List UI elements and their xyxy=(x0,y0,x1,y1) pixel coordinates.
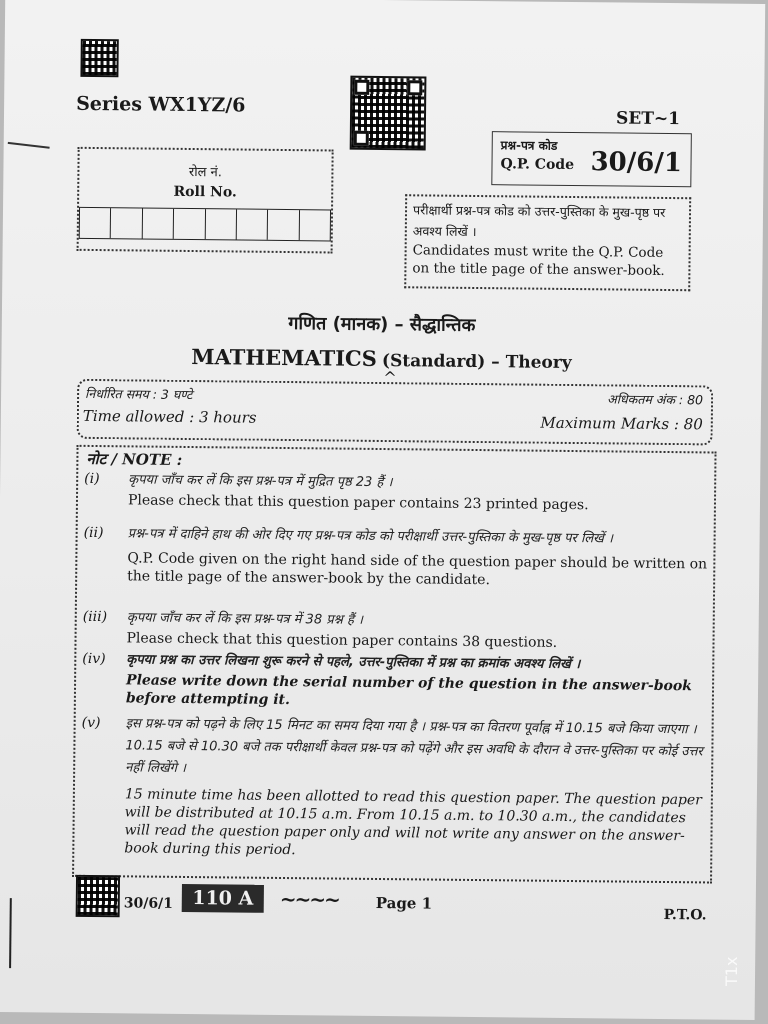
title-main xyxy=(1,342,761,375)
qp-instruction-english: Candidates must write the Q.P. Code on the title page of the answer-book. xyxy=(412,242,665,279)
note-num: (iii) xyxy=(82,608,108,626)
series-label: Series WX1YZ/6 xyxy=(76,92,246,117)
title-mathematics: MATHEMATICS xyxy=(191,344,378,371)
footer-squiggle: ~~~~ xyxy=(279,886,339,912)
note-hindi: कृपया जाँच कर लें कि इस प्रश्न-पत्र में मुद्रित पृष्ठ 23 हैं । xyxy=(128,472,393,491)
qp-code-box xyxy=(491,131,692,187)
note-item-5 xyxy=(81,713,705,863)
note-english: Q.P. Code given on the right hand side of the question paper should be written on the title page of the answer-book by the candidate. xyxy=(127,550,708,589)
roll-number-cells[interactable] xyxy=(79,207,331,242)
note-num: (i) xyxy=(84,470,100,488)
note-num: (iv) xyxy=(82,650,106,668)
note-item-2 xyxy=(83,523,708,591)
roll-number-box xyxy=(77,147,334,254)
footer-badge: 110 A xyxy=(182,884,264,913)
note-hindi: इस प्रश्न-पत्र को पढ़ने के लिए 15 मिनट का समय दिया गया है । प्रश्न-पत्र का वितरण पूर्वाह्न में 10.15 बजे किया जाएगा । 10.15 बजे से 10.30 बजे तक परीक्षार्थी केवल प्रश्न-पत्र को पढ़ेंगे और इस अवधि के दौरान वे उत्तर-पुस्तिका पर कोई उत्तर नहीं लिखेंगे । xyxy=(125,716,703,776)
note-hindi: प्रश्न-पत्र में दाहिने हाथ की ओर दिए गए प्रश्न-पत्र कोड को परीक्षार्थी उत्तर-पुस्तिका के मुख-पृष्ठ पर लिखें । xyxy=(127,526,613,547)
binding-line xyxy=(9,898,12,968)
footer-code: 30/6/1 xyxy=(123,895,174,912)
note-english: Please write down the serial number of the question in the answer-book before attempting it. xyxy=(125,672,692,709)
pto-label: P.T.O. xyxy=(663,906,707,924)
qp-code-label: Q.P. Code xyxy=(500,156,575,174)
note-heading: नोट / NOTE : xyxy=(86,449,183,469)
watermark: T1x xyxy=(722,956,741,986)
qp-code-value: 30/6/1 xyxy=(590,147,683,179)
footer-qr-code xyxy=(76,875,120,917)
qp-code-hindi: प्रश्न-पत्र कोड xyxy=(500,138,558,153)
note-english: Please check that this question paper contains 38 questions. xyxy=(126,630,558,651)
note-num: (v) xyxy=(81,714,101,732)
note-item-4 xyxy=(82,649,707,713)
time-marks-box xyxy=(77,379,714,446)
title-subtitle: (Standard) – Theory xyxy=(381,351,572,373)
time-allowed: Time allowed : 3 hours xyxy=(82,406,257,427)
roll-label-hindi: रोल नं. xyxy=(188,164,222,181)
note-num: (ii) xyxy=(83,524,104,542)
note-hindi: कृपया प्रश्न का उत्तर लिखना शुरू करने से पहले, उत्तर-पुस्तिका में प्रश्न का क्रमांक अवश्य लिखें । xyxy=(126,652,581,673)
note-english: 15 minute time has been allotted to read this question paper. The question paper will be distributed at 10.15 a.m. From 10.15 a.m. to 10.30 a.m., the candidates will read the question paper only and will not write any answer on the answer-book during this period. xyxy=(124,786,703,859)
pen-mark xyxy=(8,142,50,149)
note-item-1 xyxy=(84,469,708,515)
roll-label: Roll No. xyxy=(173,183,237,201)
time-hindi: निर्धारित समय : 3 घण्टे xyxy=(85,385,193,403)
set-label: SET~1 xyxy=(615,108,681,130)
page-number: Page 1 xyxy=(375,893,433,913)
small-qr-code xyxy=(80,39,118,77)
marks-hindi: अधिकतम अंक : 80 xyxy=(607,391,704,408)
center-qr-code xyxy=(350,76,427,151)
note-box xyxy=(72,445,716,884)
title-hindi: गणित (मानक) – सैद्धान्तिक xyxy=(288,313,476,336)
note-item-3 xyxy=(82,607,706,653)
qp-instruction-box xyxy=(404,194,691,291)
maximum-marks: Maximum Marks : 80 xyxy=(540,413,703,434)
caret-mark: ^ xyxy=(383,368,397,388)
note-hindi: कृपया जाँच कर लें कि इस प्रश्न-पत्र में 38 प्रश्न हैं । xyxy=(126,610,364,628)
note-english: Please check that this question paper contains 23 printed pages. xyxy=(127,492,589,514)
qp-instruction-hindi: परीक्षार्थी प्रश्न-पत्र कोड को उत्तर-पुस्तिका के मुख-पृष्ठ पर अवश्य लिखें । xyxy=(412,202,666,239)
